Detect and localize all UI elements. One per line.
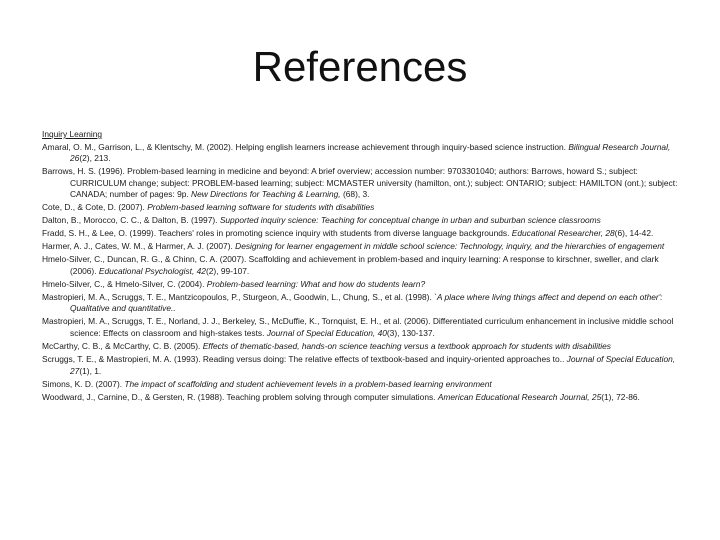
reference-entry bbox=[42, 392, 682, 404]
section-heading: Inquiry Learning bbox=[42, 129, 103, 139]
reference-text: Hmelo-Silver, C., Duncan, R. G., & Chinn, C. A. (2007). Scaffolding and achievement in problem-based and inquiry learning: A response to kirschner, sweller, and clark (2006). bbox=[42, 254, 659, 276]
reference-entry bbox=[42, 202, 682, 214]
reference-source: American Educational Research Journal, 25 bbox=[437, 391, 602, 402]
reference-text: Mastropieri, M. A., Scruggs, T. E., Norland, J. J., Berkeley, S., McDuffie, K., Tornquist, E. H., et al. (2006). Differentiated curriculum enhancement in inclusive middle school science: Effects on classroom and high-stakes tests. bbox=[42, 316, 674, 339]
reference-entry bbox=[42, 316, 682, 339]
reference-entry bbox=[42, 292, 682, 315]
reference-suffix: (6), 14-42. bbox=[614, 228, 654, 239]
reference-entry bbox=[42, 166, 682, 201]
reference-text: Fradd, S. H., & Lee, O. (1999). Teachers' roles in promoting science inquiry with students from diverse language backgrounds. bbox=[42, 228, 512, 239]
reference-source: Educational Psychologist, 42 bbox=[98, 265, 206, 276]
reference-suffix: (2), 99-107. bbox=[205, 265, 250, 276]
reference-text: Dalton, B., Morocco, C. C., & Dalton, B. (1997). bbox=[42, 215, 220, 226]
reference-source: Educational Researcher, 28 bbox=[511, 228, 615, 239]
reference-text: Mastropieri, M. A., Scruggs, T. E., Mantzicopoulos, P., Sturgeon, A., Goodwin, L., Chung, S., et al. (1998). bbox=[42, 291, 435, 302]
reference-source: Bilingual Research Journal, 26 bbox=[70, 141, 671, 164]
reference-text: McCarthy, C. B., & McCarthy, C. B. (2005). bbox=[42, 341, 203, 351]
reference-entry bbox=[42, 215, 682, 227]
reference-text: Harmer, A. J., Cates, W. M., & Harmer, A. J. (2007). bbox=[42, 241, 236, 252]
reference-source: Journal of Special Education, 40 bbox=[266, 328, 387, 339]
reference-entry bbox=[42, 228, 682, 240]
reference-suffix: (68), 3. bbox=[340, 189, 370, 200]
reference-suffix: (3), 130-137. bbox=[386, 328, 435, 339]
reference-suffix: (2), 213. bbox=[79, 153, 111, 164]
reference-suffix: (1), 1. bbox=[79, 365, 102, 376]
reference-text: Scruggs, T. E., & Mastropieri, M. A. (1993). Reading versus doing: The relative effects of textbook-based and inquiry-oriented approaches to.. bbox=[42, 353, 567, 364]
reference-entry bbox=[42, 254, 682, 277]
reference-source: Journal of Special Education, 27 bbox=[70, 353, 676, 376]
reference-source: Problem-based learning software for students with disabilities bbox=[147, 202, 375, 213]
reference-source: Problem-based learning: What and how do students learn? bbox=[206, 278, 426, 289]
reference-source: Effects of thematic-based, hands-on science teaching versus a textbook approach for students with disabilities bbox=[202, 341, 611, 351]
reference-source: The impact of scaffolding and student achievement levels in a problem-based learning environment bbox=[124, 378, 492, 389]
reference-text: Cote, D., & Cote, D. (2007). bbox=[42, 202, 148, 213]
reference-suffix: (1), 72-86. bbox=[601, 391, 640, 402]
reference-text: Simons, K. D. (2007). bbox=[42, 378, 125, 389]
reference-source: Supported inquiry science: Teaching for conceptual change in urban and suburban science classrooms bbox=[219, 215, 601, 226]
reference-text: Hmelo-Silver, C., & Hmelo-Silver, C. (2004). bbox=[42, 278, 207, 289]
reference-source: `A place where living things affect and depend on each other': Qualitative and quantitative.. bbox=[70, 291, 663, 314]
reference-entry bbox=[42, 142, 682, 165]
reference-entry bbox=[42, 354, 682, 377]
reference-text: Woodward, J., Carnine, D., & Gersten, R. (1988). Teaching problem solving through computer simulations. bbox=[42, 391, 438, 402]
reference-source: New Directions for Teaching & Learning, bbox=[191, 189, 341, 200]
reference-list bbox=[42, 129, 682, 405]
reference-text: Barrows, H. S. (1996). Problem-based learning in medicine and beyond: A brief overview; accession number: 9703301040; authors: Barrows, howard S.; subject: CURRICULUM change; subject: PROBLEM-based learning; subject: MCMASTER university (hamilton, ont.); subject: ONTARIO; subject: HAMILTON (ont.); subject: CANADA; number of pages: 9p. bbox=[42, 166, 678, 200]
reference-text: Amaral, O. M., Garrison, L., & Klentschy, M. (2002). Helping english learners increase achievement through inquiry-based science instruction. bbox=[42, 141, 569, 152]
reference-source: Designing for learner engagement in middle school science: Technology, inquiry, and the hierarchies of engagement bbox=[235, 241, 665, 252]
reference-entry bbox=[42, 341, 682, 353]
slide-title: References bbox=[252, 43, 468, 90]
reference-entry bbox=[42, 379, 682, 391]
reference-entry bbox=[42, 241, 682, 253]
reference-entry bbox=[42, 279, 682, 291]
